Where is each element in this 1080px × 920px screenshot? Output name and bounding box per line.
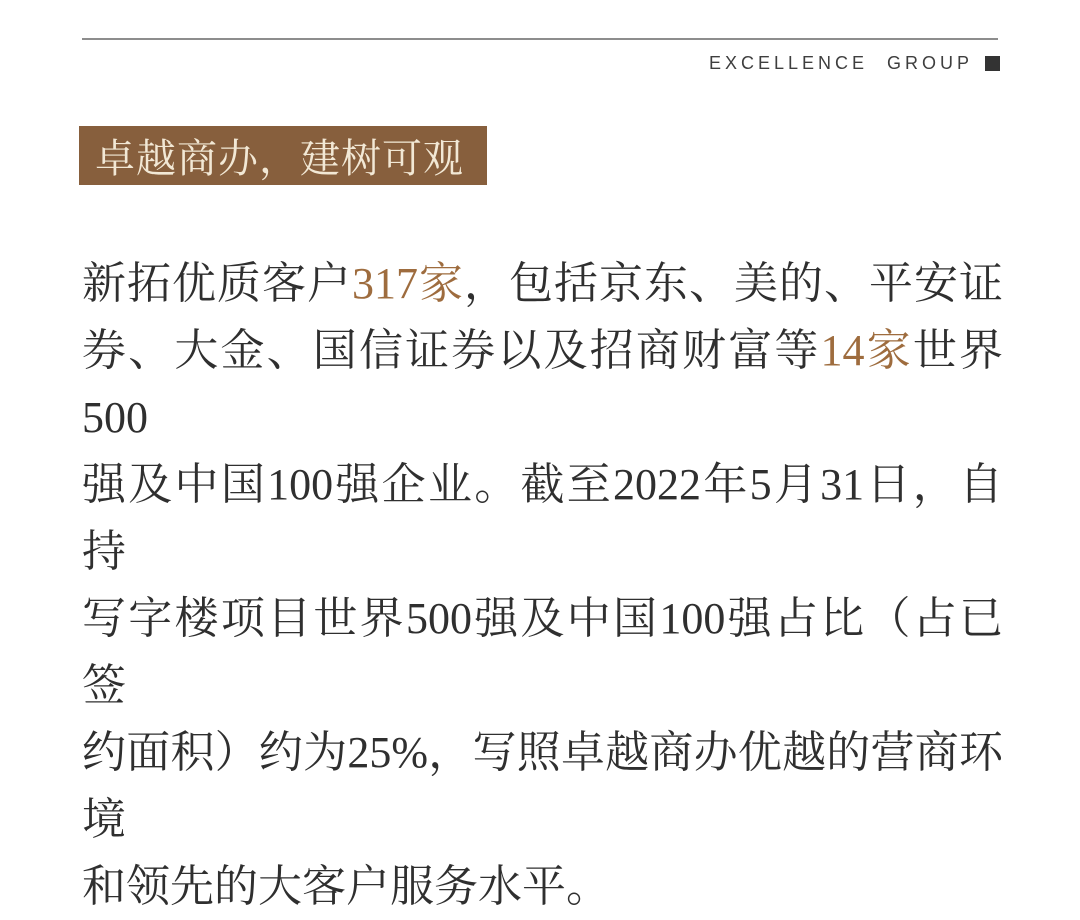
section-heading-banner: [79, 126, 487, 185]
text-segment: 世界500: [82, 326, 1004, 442]
text-segment: 约面积）约为25%，写照卓越商办优越的营商环境: [82, 728, 1003, 844]
paragraph-line: [82, 451, 1003, 585]
paragraph-line: [82, 317, 1003, 451]
text-segment: 强及中国100强企业。截至2022年5月31日，自持: [82, 460, 1003, 576]
paragraph-line: [82, 853, 1003, 920]
text-segment: 新拓优质客户: [82, 259, 352, 308]
highlight-number: 317家: [352, 259, 464, 308]
brand-text: EXCELLENCE GROUP: [708, 53, 973, 73]
text-segment: ，包括京东、美的、平安证: [464, 259, 1003, 308]
paragraph-line: [82, 719, 1003, 853]
text-segment: 写字楼项目世界500强及中国100强占比（占已签: [82, 594, 1003, 710]
text-segment: 券、大金、国信证券以及招商财富等: [82, 326, 821, 375]
top-divider-rule: [82, 38, 998, 40]
brand-square-icon: [985, 56, 1000, 71]
paragraph-line: [82, 585, 1003, 719]
paragraph-line: [82, 250, 1003, 317]
text-segment: 和领先的大客户服务水平。: [82, 862, 610, 911]
section-heading-text: 卓越商办，建树可观: [95, 136, 464, 181]
highlight-number: 14家: [820, 326, 913, 375]
brand: [709, 53, 1000, 74]
paragraph: [82, 250, 1003, 920]
